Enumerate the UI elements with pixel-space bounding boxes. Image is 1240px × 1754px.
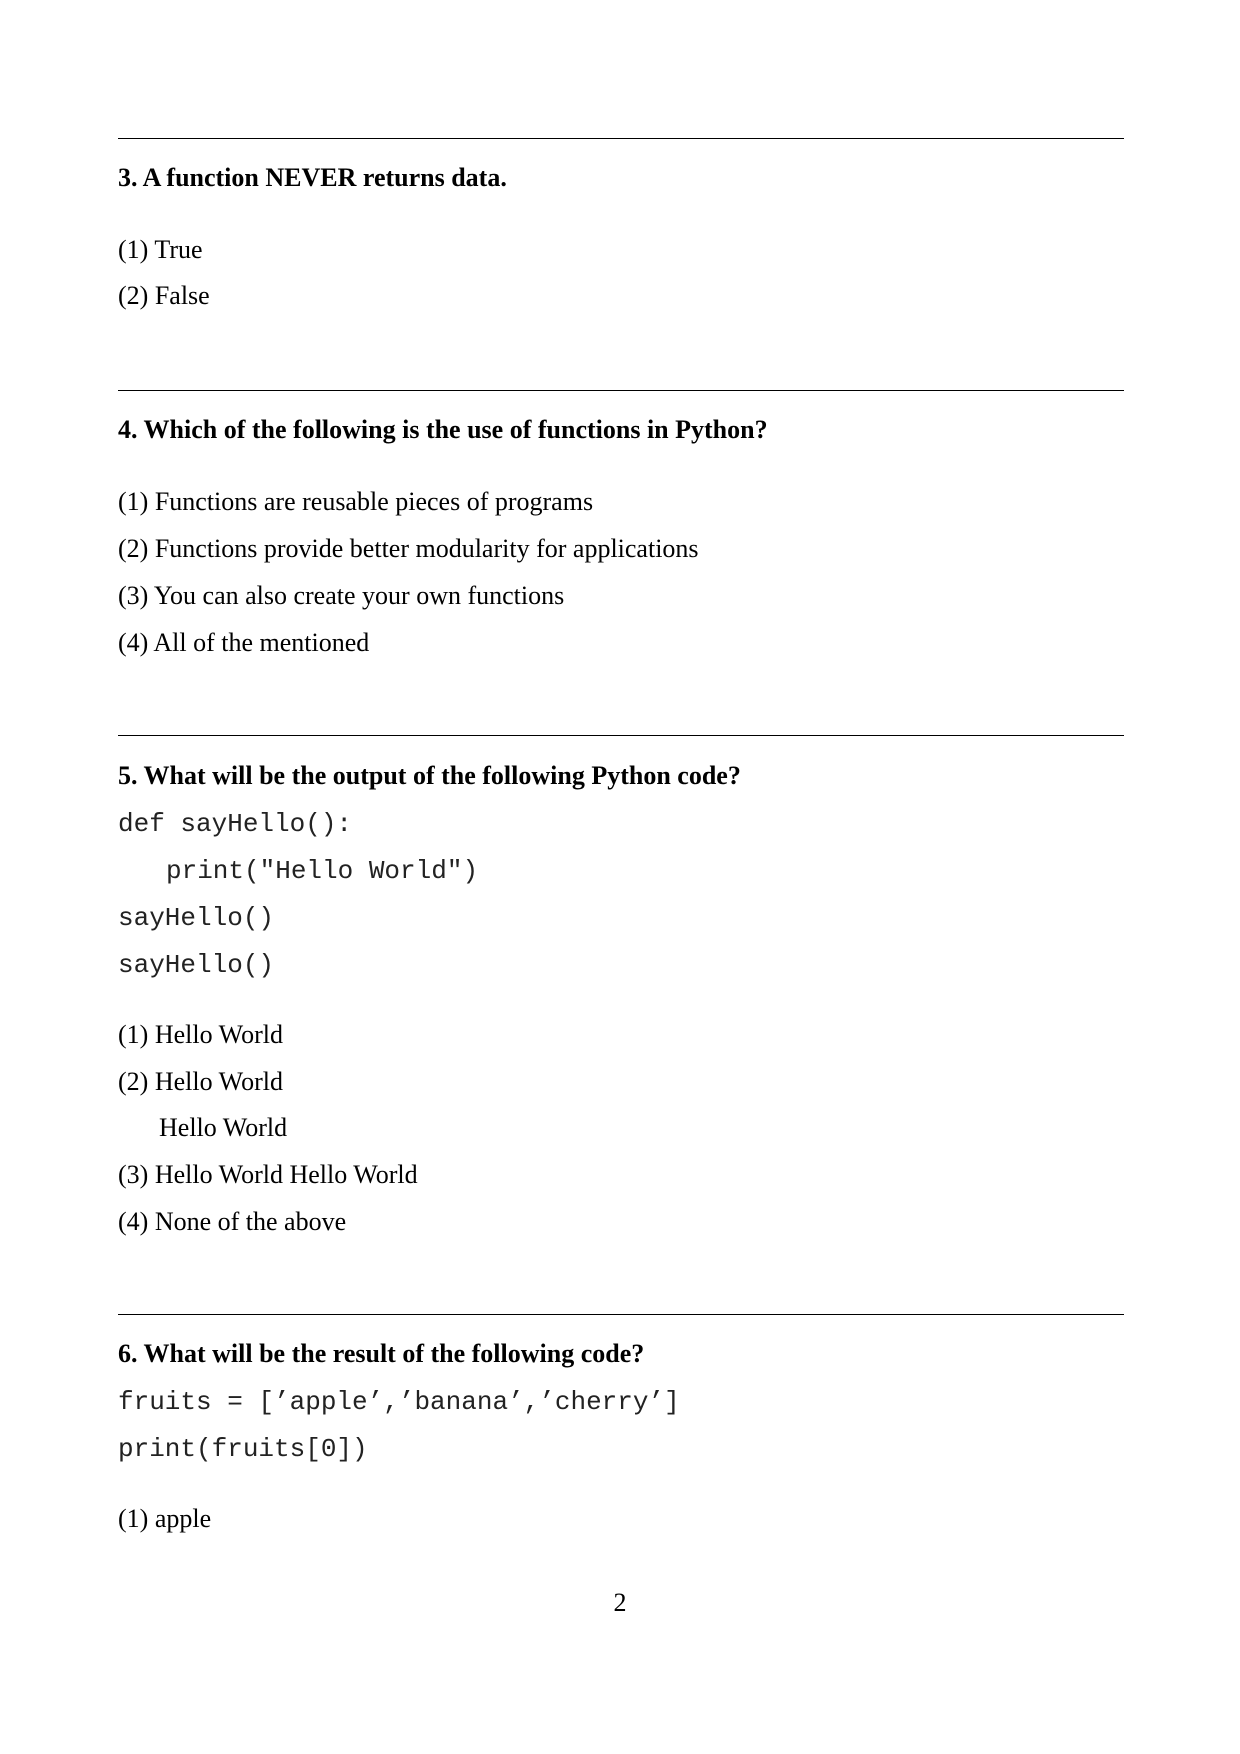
question-5-option-2: (2) Hello World	[118, 1067, 283, 1096]
question-4-option-1: (1) Functions are reusable pieces of programs	[118, 487, 594, 516]
question-5-option-1: (1) Hello World	[118, 1020, 283, 1049]
question-3-option-1: (1) True	[118, 235, 203, 264]
question-4-option-3: (3) You can also create your own functions	[118, 581, 565, 610]
question-6-title: 6. What will be the result of the following code?	[118, 1339, 645, 1368]
question-5-option-3: (3) Hello World Hello World	[118, 1160, 418, 1189]
question-5-code-line-3: sayHello()	[118, 903, 275, 933]
divider	[118, 138, 1124, 139]
question-6-code-line-2: print(fruits[0])	[118, 1434, 368, 1464]
question-5-option-2-continued: Hello World	[159, 1113, 288, 1142]
question-5-option-4: (4) None of the above	[118, 1207, 347, 1236]
question-6-code-line-1: fruits = [’apple’,’banana’,’cherry’]	[118, 1387, 680, 1417]
question-3-option-2: (2) False	[118, 281, 210, 310]
question-5-title: 5. What will be the output of the following Python code?	[118, 761, 741, 790]
divider	[118, 390, 1124, 391]
question-4-title: 4. Which of the following is the use of functions in Python?	[118, 415, 768, 444]
page-number: 2	[613, 1588, 627, 1617]
question-5-code-line-2: print("Hello World")	[166, 856, 479, 886]
question-5-code-line-4: sayHello()	[118, 950, 275, 980]
divider	[118, 1314, 1124, 1315]
question-6-option-1: (1) apple	[118, 1504, 212, 1533]
question-3-title: 3. A function NEVER returns data.	[118, 163, 507, 192]
divider	[118, 735, 1124, 736]
question-4-option-4: (4) All of the mentioned	[118, 628, 370, 657]
question-4-option-2: (2) Functions provide better modularity for applications	[118, 534, 699, 563]
question-5-code-line-1: def sayHello():	[118, 809, 353, 839]
